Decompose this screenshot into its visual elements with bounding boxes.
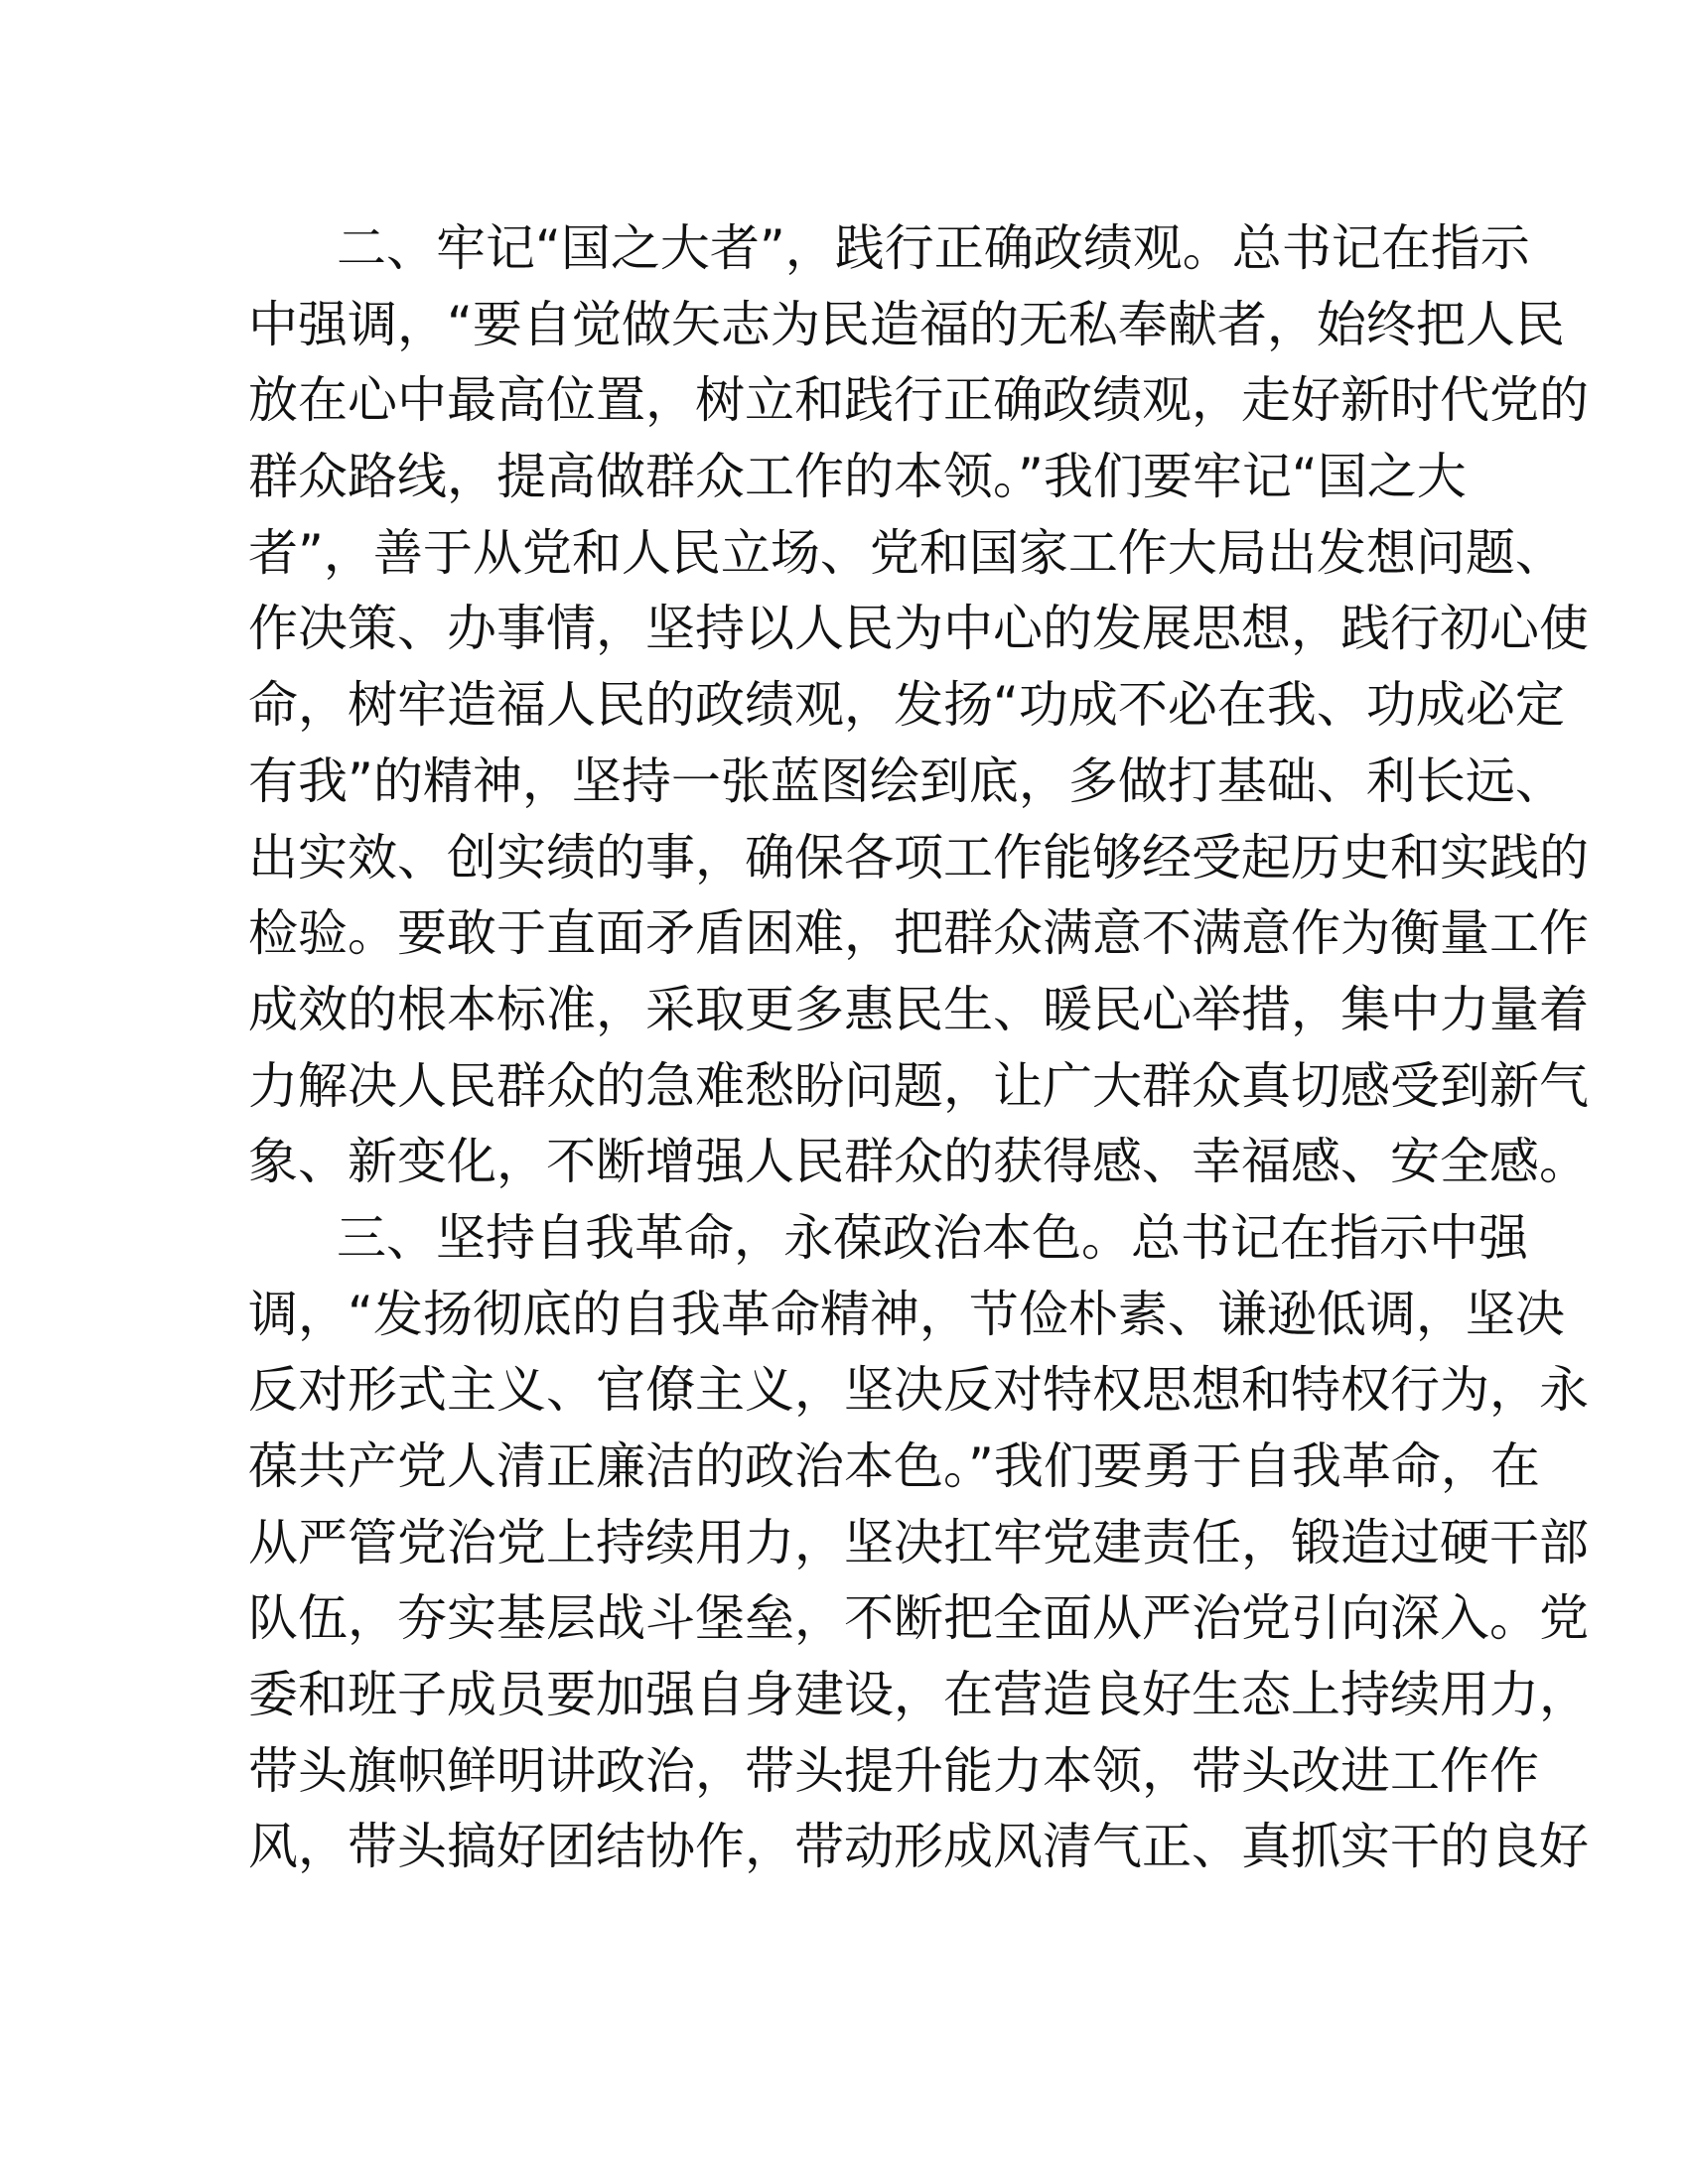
text-line: 出实效、创实绩的事，确保各项工作能够经受起历史和实践的 — [248, 828, 1589, 887]
text-line: 作决策、办事情，坚持以人民为中心的发展思想，践行初心使 — [248, 600, 1589, 658]
text-line: 有我”的精神，坚持一张蓝图绘到底，多做打基础、利长远、 — [248, 751, 1565, 810]
document-body — [248, 210, 1589, 1885]
text-line: 委和班子成员要加强自身建设，在营造良好生态上持续用力， — [248, 1666, 1589, 1724]
text-line: 放在心中最高位置，树立和践行正确政绩观，走好新时代党的 — [248, 371, 1589, 430]
text-line: 反对形式主义、官僚主义，坚决反对特权思想和特权行为，永 — [248, 1361, 1589, 1420]
text-line: 二、牢记“国之大者”，践行正确政绩观。总书记在指示 — [337, 219, 1530, 277]
text-line: 调，“发扬彻底的自我革命精神，节俭朴素、谦逊低调，坚决 — [248, 1285, 1565, 1343]
text-line: 从严管党治党上持续用力，坚决扛牢党建责任，锻造过硬干部 — [248, 1513, 1589, 1571]
text-line: 队伍，夯实基层战斗堡垒，不断把全面从严治党引向深入。党 — [248, 1589, 1589, 1648]
text-line: 命，树牢造福人民的政绩观，发扬“功成不必在我、功成必定 — [248, 676, 1565, 735]
paragraph-political-achievement — [248, 210, 1589, 1200]
text-line: 力解决人民群众的急难愁盼问题，让广大群众真切感受到新气 — [248, 1056, 1589, 1115]
text-line: 带头旗帜鲜明讲政治，带头提升能力本领，带头改进工作作 — [248, 1741, 1539, 1800]
text-line: 葆共产党人清正廉洁的政治本色。”我们要勇于自我革命，在 — [248, 1437, 1540, 1495]
text-line: 中强调，“要自觉做矢志为民造福的无私奉献者，始终把人民 — [248, 295, 1565, 353]
text-line: 象、新变化，不断增强人民群众的获得感、幸福感、安全感。 — [248, 1133, 1589, 1191]
text-line: 三、坚持自我革命，永葆政治本色。总书记在指示中强 — [337, 1208, 1528, 1267]
text-line: 者”，善于从党和人民立场、党和国家工作大局出发想问题、 — [248, 523, 1565, 582]
text-line: 检验。要敢于直面矛盾困难，把群众满意不满意作为衡量工作 — [248, 904, 1589, 963]
text-line: 风，带头搞好团结协作，带动形成风清气正、真抓实干的良好 — [248, 1818, 1589, 1876]
paragraph-self-revolution — [248, 1200, 1589, 1885]
text-line: 群众路线，提高做群众工作的本领。”我们要牢记“国之大 — [248, 448, 1467, 506]
text-line: 成效的根本标准，采取更多惠民生、暖民心举措，集中力量着 — [248, 980, 1589, 1038]
